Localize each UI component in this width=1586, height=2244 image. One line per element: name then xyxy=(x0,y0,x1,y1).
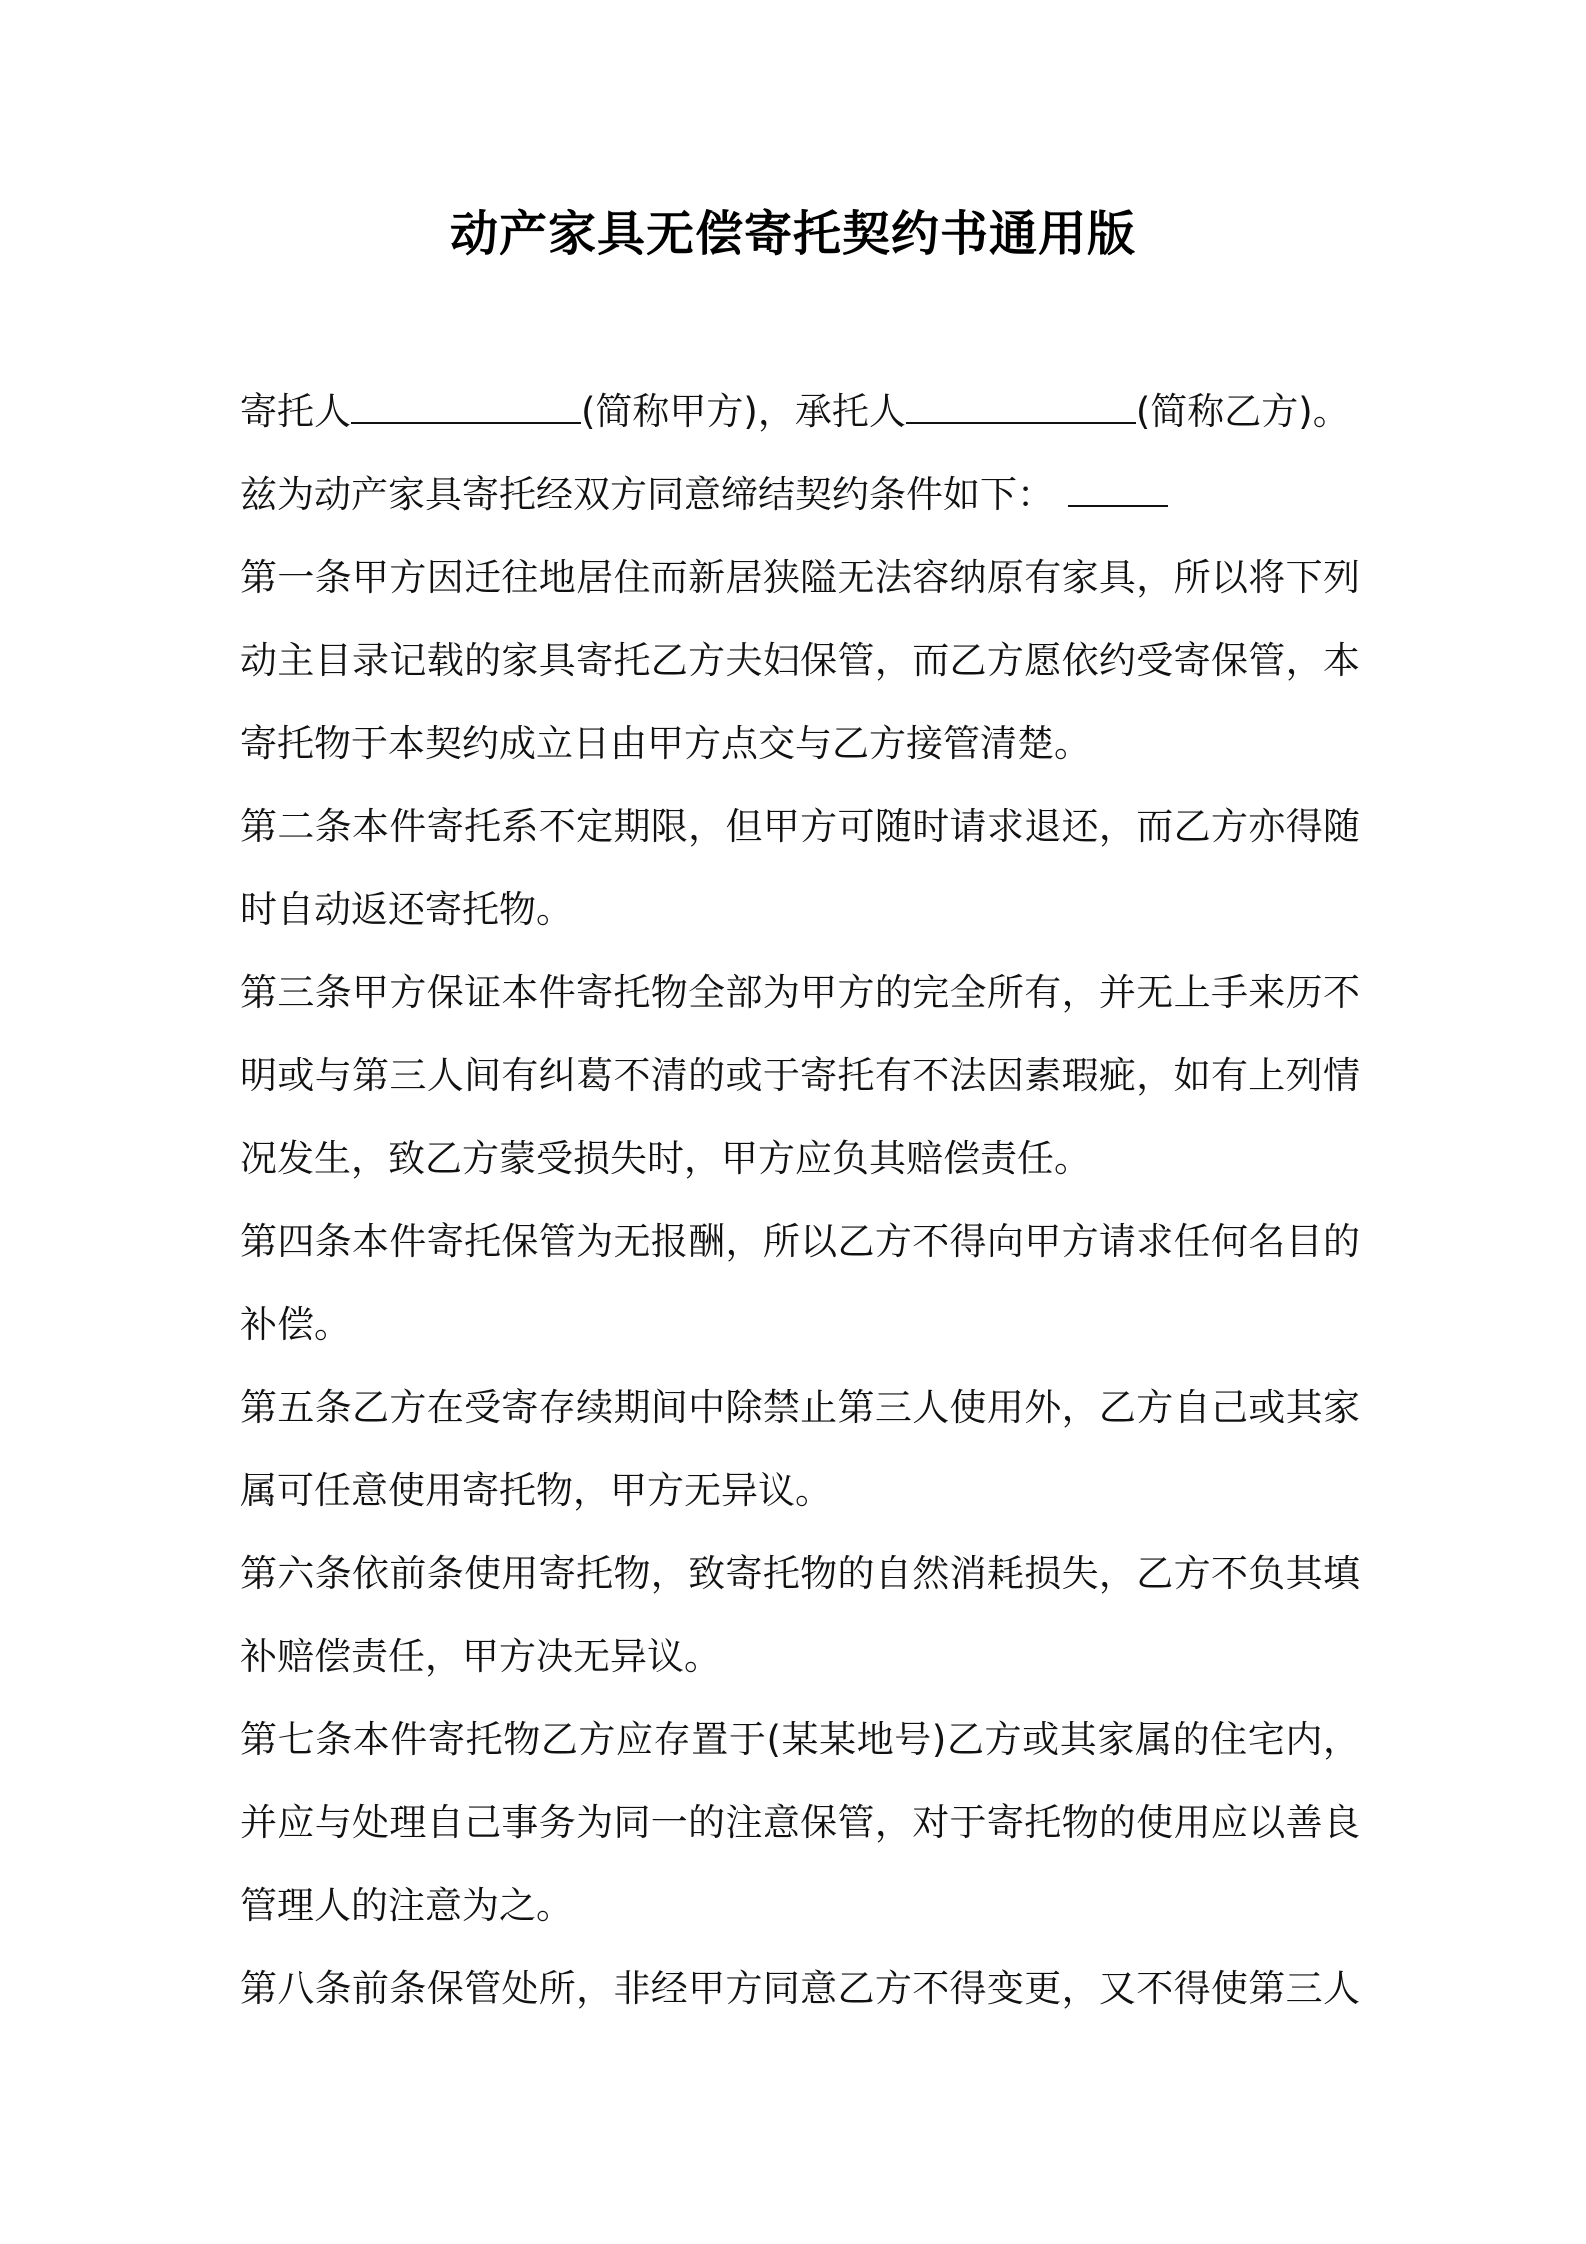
agreement-blank xyxy=(1068,465,1168,507)
clause-line: 属可任意使用寄托物，甲方无异议。 xyxy=(240,1469,832,1512)
clause-line: 并应与处理自己事务为同一的注意保管，对于寄托物的使用应以善良 xyxy=(240,1801,1360,1844)
clause-line: 况发生，致乙方蒙受损失时，甲方应负其赔偿责任。 xyxy=(240,1137,1091,1180)
clause-line: 明或与第三人间有纠葛不清的或于寄托有不法因素瑕疵，如有上列情 xyxy=(240,1054,1360,1097)
clause-line: 寄托物于本契约成立日由甲方点交与乙方接管清楚。 xyxy=(240,722,1091,765)
party-b-blank xyxy=(906,382,1136,424)
clause-line: 补偿。 xyxy=(240,1303,351,1346)
parties-line xyxy=(240,370,1360,453)
party-a-blank xyxy=(351,382,581,424)
clause-line: 时自动返还寄托物。 xyxy=(240,888,573,931)
party-b-label: (简称甲方)，承托人 xyxy=(581,390,906,433)
clause-line: 第五条乙方在受寄存续期间中除禁止第三人使用外，乙方自己或其家 xyxy=(240,1386,1360,1429)
clause-line: 第六条依前条使用寄托物，致寄托物的自然消耗损失，乙方不负其填 xyxy=(240,1552,1360,1595)
clause-line: 动主目录记载的家具寄托乙方夫妇保管，而乙方愿依约受寄保管，本 xyxy=(240,639,1360,682)
clause-line: 第八条前条保管处所，非经甲方同意乙方不得变更，又不得使第三人 xyxy=(240,1967,1360,2010)
clause-line: 第二条本件寄托系不定期限，但甲方可随时请求退还，而乙方亦得随 xyxy=(240,805,1360,848)
clause-line: 第七条本件寄托物乙方应存置于(某某地号)乙方或其家属的住宅内， xyxy=(240,1718,1360,1761)
party-b-suffix: (简称乙方)。 xyxy=(1135,390,1350,433)
document-title: 动产家具无偿寄托契约书通用版 xyxy=(449,206,1136,262)
clause-line: 第三条甲方保证本件寄托物全部为甲方的完全所有，并无上手来历不 xyxy=(240,971,1360,1014)
clause-line: 第一条甲方因迁往地居住而新居狭隘无法容纳原有家具，所以将下列 xyxy=(240,556,1360,599)
clause-line: 补赔偿责任，甲方决无异议。 xyxy=(240,1635,721,1678)
party-a-label: 寄托人 xyxy=(240,390,351,433)
agreement-line xyxy=(240,453,1360,536)
clause-line: 第四条本件寄托保管为无报酬，所以乙方不得向甲方请求任何名目的 xyxy=(240,1220,1360,1263)
agreement-text: 兹为动产家具寄托经双方同意缔结契约条件如下： xyxy=(240,473,1054,516)
clause-line: 管理人的注意为之。 xyxy=(240,1884,573,1927)
document-body xyxy=(240,370,1360,2030)
